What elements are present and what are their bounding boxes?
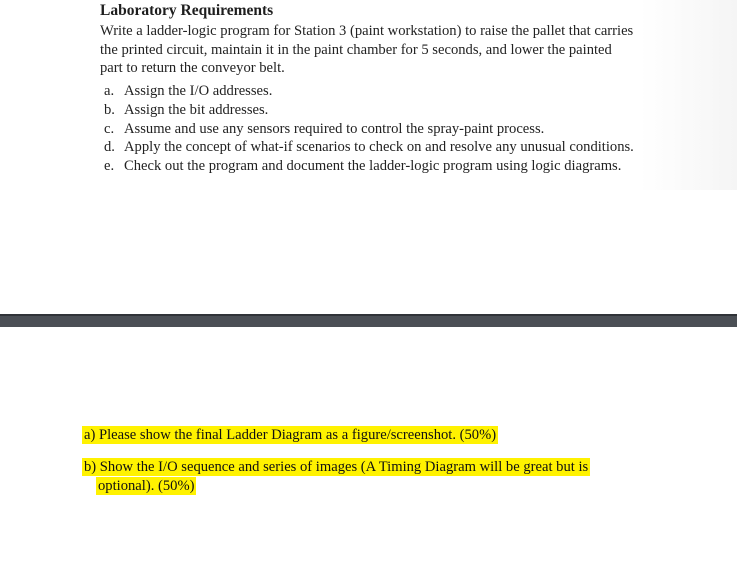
question-a bbox=[82, 425, 498, 445]
list-item-text: Apply the concept of what-if scenarios to check on and resolve any unusual conditions. bbox=[124, 139, 634, 156]
highlighted-text: optional). (50%) bbox=[98, 478, 195, 494]
list-item-text: Assign the bit addresses. bbox=[124, 101, 269, 118]
list-item-letter: d. bbox=[104, 139, 115, 156]
description-line: part to return the conveyor belt. bbox=[100, 60, 285, 76]
questions-section bbox=[0, 327, 737, 566]
list-item bbox=[104, 157, 634, 176]
list-item-letter: e. bbox=[104, 158, 115, 175]
list-item bbox=[104, 101, 634, 120]
question-b-line bbox=[82, 477, 590, 496]
list-item bbox=[104, 120, 634, 139]
highlighted-text: a) Please show the final Ladder Diagram as a figure/screenshot. (50%) bbox=[84, 427, 497, 443]
list-item bbox=[104, 82, 634, 101]
list-item-letter: c. bbox=[104, 120, 115, 137]
description-line: the printed circuit, maintain it in the paint chamber for 5 seconds, and lower the painted bbox=[100, 41, 612, 58]
list-item-text: Assume and use any sensors required to control the spray-paint process. bbox=[124, 120, 545, 137]
list-item-text: Check out the program and document the ladder-logic program using logic diagrams. bbox=[124, 158, 622, 175]
list-item bbox=[104, 138, 634, 157]
section-title: Laboratory Requirements bbox=[100, 2, 274, 19]
list-item-text: Assign the I/O addresses. bbox=[124, 83, 273, 99]
requirements-list bbox=[104, 82, 634, 176]
list-item-letter: b. bbox=[104, 101, 115, 118]
question-b-line bbox=[82, 458, 590, 477]
description-line: Write a ladder-logic program for Station 3 (paint workstation) to raise the pallet that carries bbox=[100, 23, 634, 39]
highlighted-text: b) Show the I/O sequence and series of images (A Timing Diagram will be great but is bbox=[84, 459, 589, 475]
list-item-letter: a. bbox=[104, 83, 115, 99]
task-description bbox=[100, 22, 710, 78]
question-b bbox=[82, 458, 590, 496]
